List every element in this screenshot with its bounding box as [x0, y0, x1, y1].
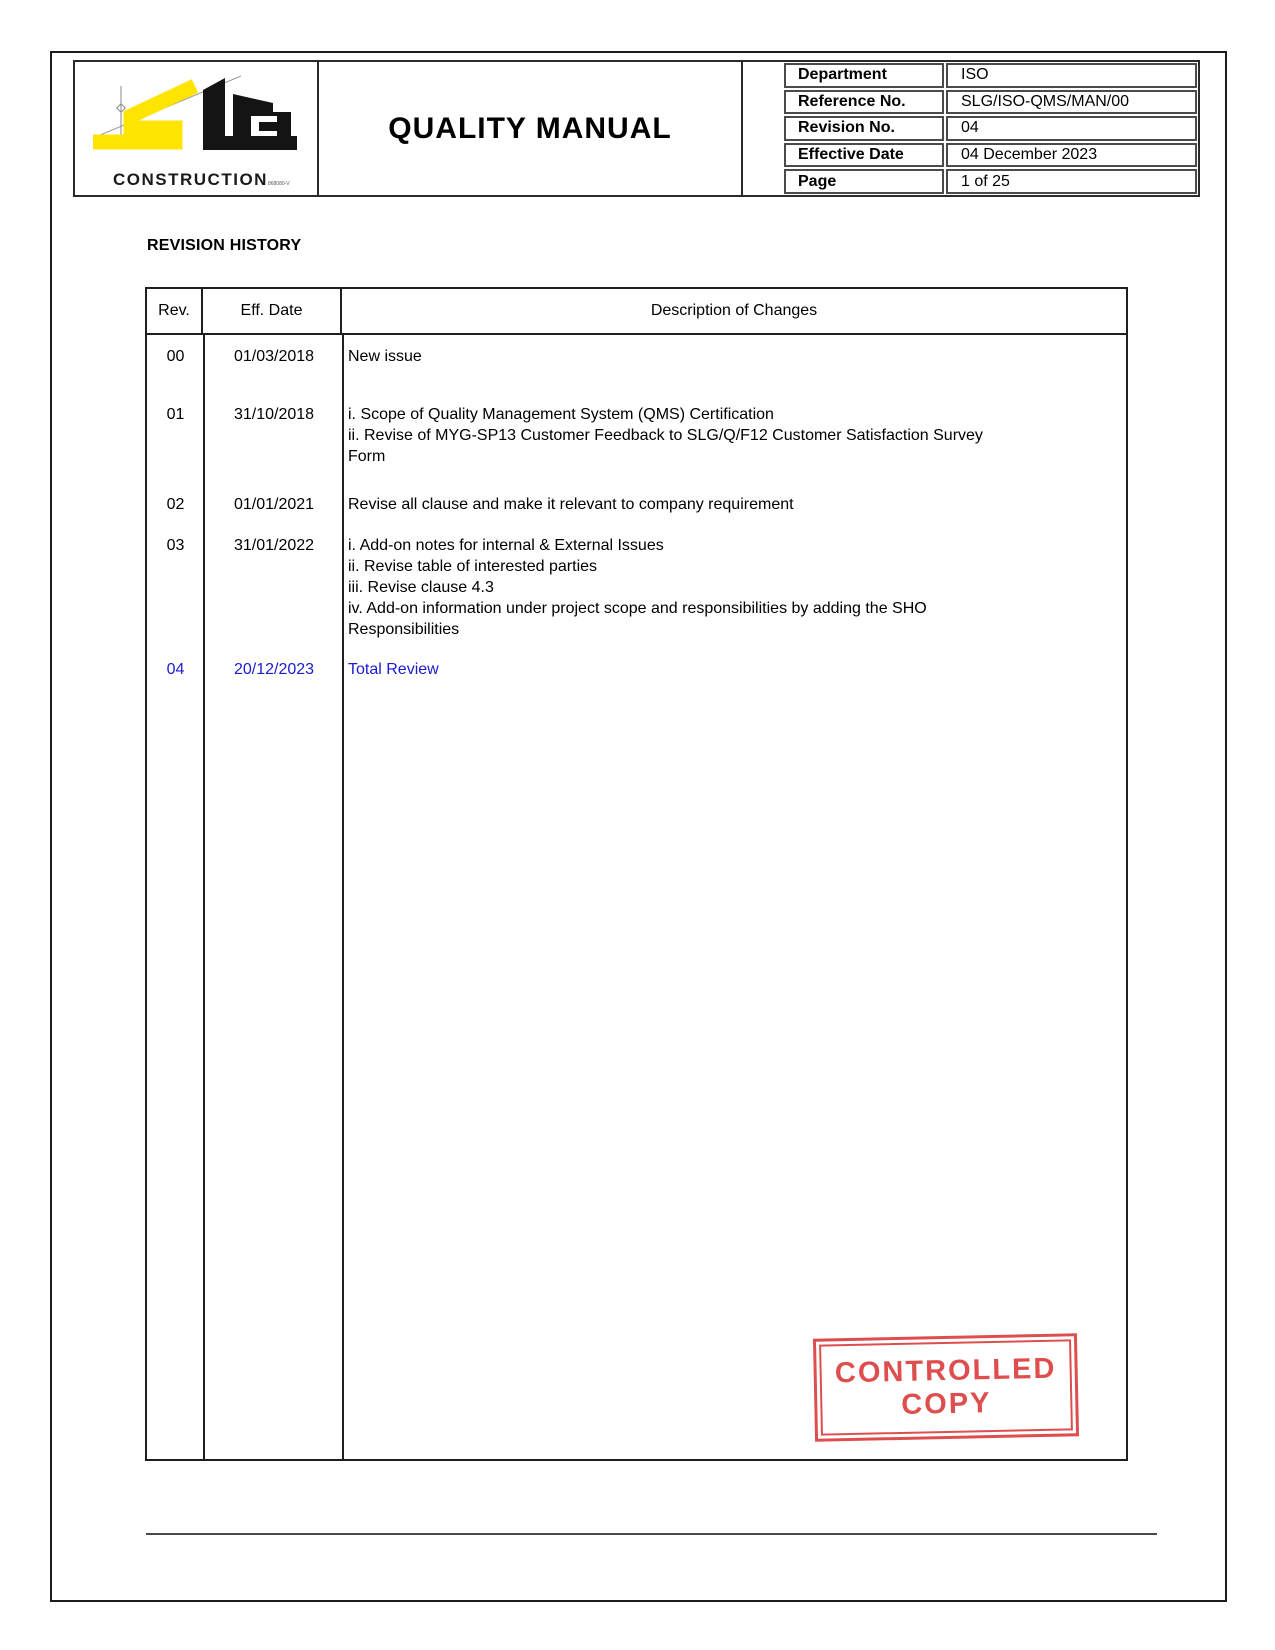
info-label: Department	[784, 63, 944, 88]
cell-rev: 04	[166, 661, 185, 678]
revision-history-table	[145, 287, 1128, 1461]
controlled-copy-stamp	[813, 1333, 1079, 1442]
description-line: Form	[348, 448, 386, 465]
description-line: iv. Add-on information under project scope and responsibilities by adding the SHO	[348, 600, 927, 617]
stamp-line-1: CONTROLLED	[834, 1352, 1057, 1389]
cell-eff-date: 01/01/2021	[233, 496, 315, 513]
description-line: ii. Revise table of interested parties	[348, 558, 598, 575]
table-row	[147, 346, 1126, 367]
revision-entries	[147, 346, 1126, 680]
cell-description	[344, 404, 1126, 467]
table-row	[147, 404, 1126, 467]
description-line: New issue	[348, 348, 422, 365]
description-line: ii. Revise of MYG-SP13 Customer Feedback to SLG/Q/F12 Customer Satisfaction Survey	[348, 427, 983, 444]
description-line: Total Review	[348, 661, 439, 678]
description-line: iii. Revise clause 4.3	[348, 579, 494, 596]
column-header-eff-date: Eff. Date	[203, 289, 342, 333]
cell-description	[344, 535, 1126, 640]
cell-description	[344, 659, 1126, 680]
logo-brand-text	[113, 170, 290, 190]
description-line: Responsibilities	[348, 621, 460, 638]
logo-brand-name: CONSTRUCTION	[113, 170, 268, 189]
title-cell	[319, 62, 743, 195]
info-label: Effective Date	[784, 143, 944, 168]
column-header-rev: Rev.	[147, 289, 203, 333]
cell-eff-date: 31/10/2018	[233, 406, 315, 423]
header-info-table	[783, 62, 1198, 195]
header-info-row	[784, 143, 1197, 168]
table-row	[147, 535, 1126, 640]
column-header-description: Description of Changes	[650, 302, 818, 319]
description-line: i. Add-on notes for internal & External Issues	[348, 537, 664, 554]
cell-rev: 02	[166, 496, 185, 513]
table-row	[147, 659, 1126, 680]
logo-cell	[75, 62, 319, 195]
description-line: i. Scope of Quality Management System (QMS) Certification	[348, 406, 774, 423]
cell-description	[344, 346, 1126, 367]
column-divider	[203, 333, 205, 1459]
logo-brand-suffix: 868080-V	[267, 181, 290, 187]
cell-rev: 01	[166, 406, 185, 423]
info-value: 04	[946, 116, 1197, 141]
cell-eff-date: 31/01/2022	[233, 537, 315, 554]
document-header	[73, 60, 1200, 197]
cell-rev: 03	[166, 537, 185, 554]
footer-divider-line	[146, 1533, 1157, 1535]
header-info-row	[784, 169, 1197, 194]
cell-rev: 00	[166, 348, 185, 365]
revision-table-header	[147, 289, 1126, 335]
column-divider	[342, 333, 344, 1459]
info-value: ISO	[946, 63, 1197, 88]
company-logo-icon	[89, 72, 303, 168]
document-title: QUALITY MANUAL	[388, 111, 672, 145]
info-label: Reference No.	[784, 90, 944, 115]
stamp-line-2: COPY	[900, 1386, 992, 1421]
description-line: Revise all clause and make it relevant to company requirement	[348, 496, 794, 513]
info-value: 04 December 2023	[946, 143, 1197, 168]
table-row	[147, 494, 1126, 515]
header-info-cell	[743, 62, 1198, 195]
info-label: Page	[784, 169, 944, 194]
cell-eff-date: 20/12/2023	[233, 661, 315, 678]
header-info-row	[784, 116, 1197, 141]
info-value: 1 of 25	[946, 169, 1197, 194]
revision-table-body	[147, 333, 1126, 1459]
cell-description	[344, 494, 1126, 515]
info-label: Revision No.	[784, 116, 944, 141]
header-info-row	[784, 90, 1197, 115]
header-info-row	[784, 63, 1197, 88]
info-value: SLG/ISO-QMS/MAN/00	[946, 90, 1197, 115]
section-title: REVISION HISTORY	[147, 237, 302, 254]
stamp-inner-border	[819, 1339, 1073, 1435]
cell-eff-date: 01/03/2018	[233, 348, 315, 365]
